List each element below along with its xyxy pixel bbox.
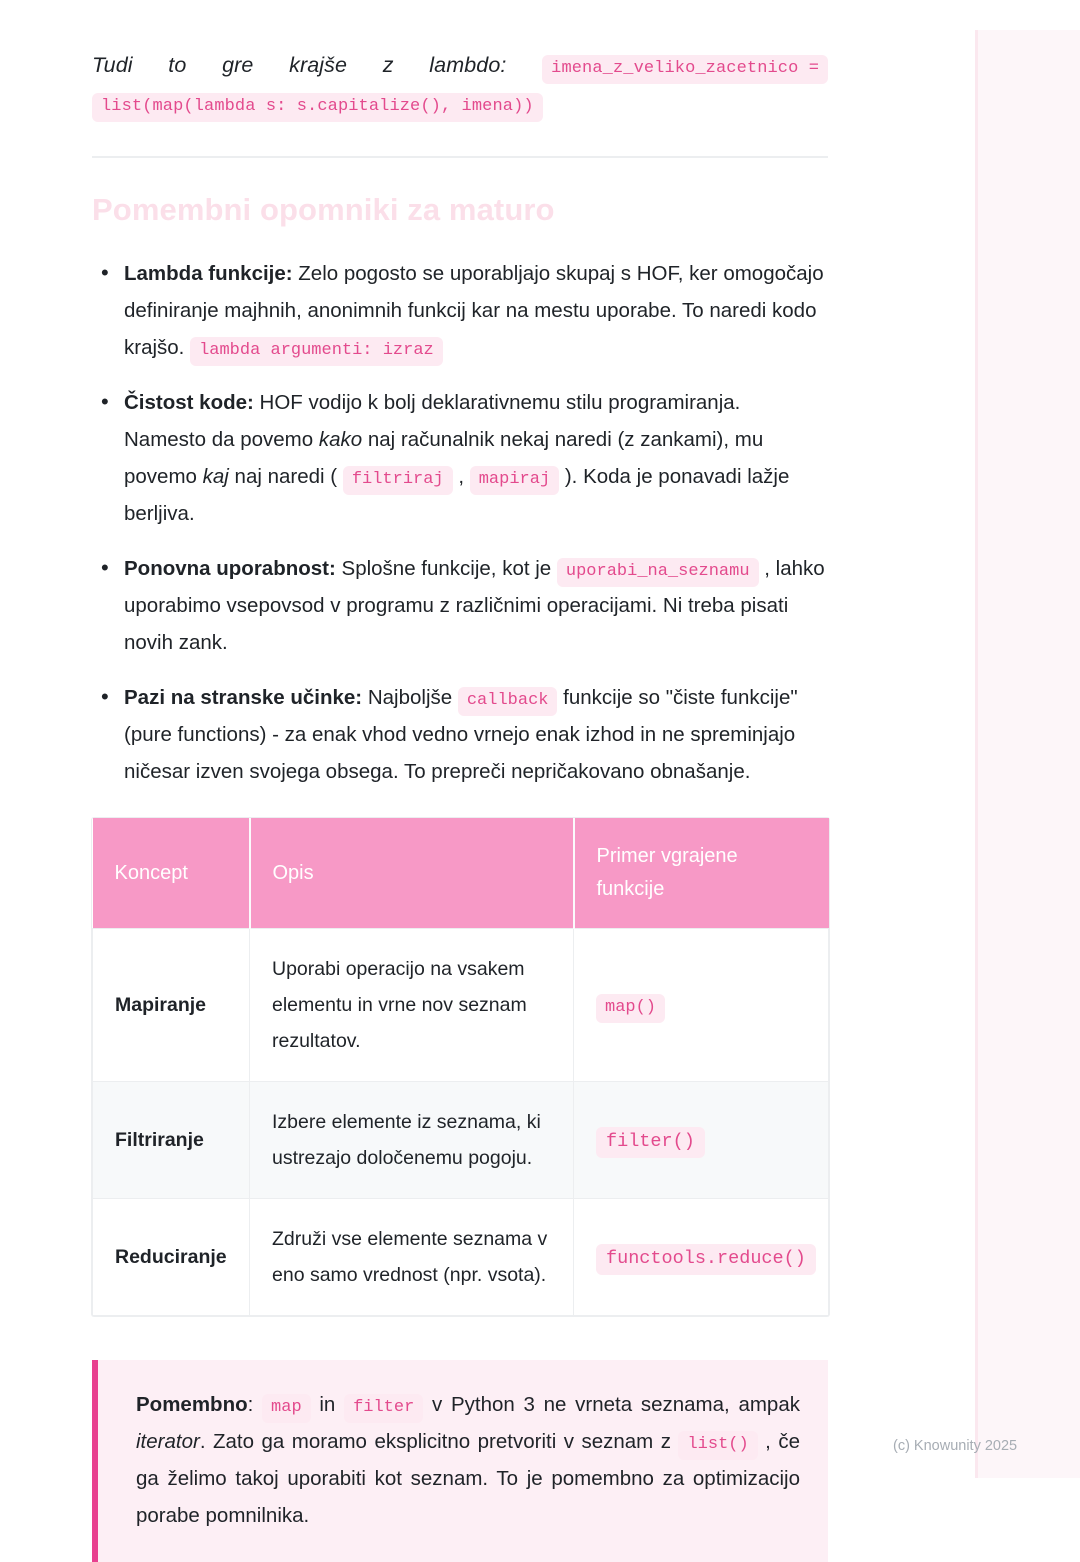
note-text: naj računalnik nekaj naredi (z zankami), mu povemo [124,428,764,488]
table-column-header-primer: Primer vgrajene funkcije [574,818,829,929]
table-row [93,1082,829,1199]
note-content [92,46,828,1562]
table-cell-concept: Filtriranje [93,1082,250,1199]
important-callout [92,1360,828,1562]
note-code-chip: callback [458,687,558,716]
callout-text [136,1386,800,1534]
note-code-chip: uporabi_na_seznamu [557,558,759,587]
page-title: Pomembni opomniki za maturo [92,192,555,227]
note-text: Splošne funkcije, kot je [335,557,557,580]
note-text: Najboljše [362,686,458,709]
note-code-chip: lambda argumenti: izraz [190,337,443,366]
callout-code-chip-map: map [262,1394,311,1423]
note-text: ). Koda je ponavadi lažje berljiva. [124,465,790,525]
note-term: Ponovna uporabnost: [124,557,336,580]
note-text: Zelo pogosto se uporabljajo skupaj s HOF, ker omogočajo definiranje majhnih, anonimnih funkcij kar na mestu uporabe. To naredi kodo krajšo. [124,262,824,359]
table-code-chip: map() [596,994,665,1023]
concepts-table [92,818,829,1316]
callout-emphasis: iterator [136,1430,200,1453]
table-cell-example [574,1199,829,1316]
callout-text-part: , če ga želimo takoj uporabiti kot seznam. To je pomembno za optimizacijo porabe pomnilnika. [136,1430,800,1527]
note-text: , lahko uporabimo vsepovsod v programu z različnimi operacijami. Ni treba pisati novih zank. [124,557,825,654]
note-code-chip: mapiraj [470,466,559,495]
table-cell-concept: Reduciranje [93,1199,250,1316]
note-text: HOF vodijo k bolj deklarativnemu stilu programiranja. Namesto da povemo [124,391,741,451]
right-edge-divider [975,30,978,1478]
section-divider [92,156,828,158]
table-row [93,929,829,1082]
table-cell-example [574,1082,829,1199]
callout-code-chip-filter: filter [344,1394,423,1423]
list-item [92,679,828,790]
intro-lead-text: Tudi to gre krajše z lambdo: [92,53,507,77]
callout-text-part: . Zato ga moramo eksplicitno pretvoriti v seznam z [199,1430,679,1453]
table-cell-example [574,929,829,1082]
table-code-chip: filter() [596,1127,705,1158]
table-cell-concept: Mapiranje [93,929,250,1082]
intro-code-chip-2: list(map(lambda s: s.capitalize(), imena)) [92,93,543,122]
copyright-watermark: (c) Knowunity 2025 [893,1438,1018,1454]
callout-code-chip-list: list() [678,1431,757,1460]
table-column-header-koncept: Koncept [93,818,250,929]
note-emphasis: kaj [202,465,229,488]
note-text: funkcije so "čiste funkcije" (pure functions) - za enak vhod vedno vrnejo enak izhod in ne spreminjajo ničesar izven svojega obsega. To prepreči nepričakovano obnašanje. [124,686,798,783]
note-text: , [452,465,470,488]
callout-label: Pomembno [136,1393,248,1416]
intro-paragraph [92,46,828,122]
callout-colon: : [247,1393,263,1416]
table-code-chip: functools.reduce() [596,1244,816,1275]
note-term: Čistost kode: [124,391,254,414]
right-edge-panel [977,30,1080,1478]
table-row [93,1199,829,1316]
note-text: naj naredi ( [228,465,343,488]
list-item [92,550,828,661]
notes-list [92,255,828,790]
table-cell-description: Združi vse elemente seznama v eno samo vrednost (npr. vsota). [250,1199,574,1316]
table-header-row [93,818,829,929]
table-cell-description: Izbere elemente iz seznama, ki ustrezajo določenemu pogoju. [250,1082,574,1199]
note-term: Pazi na stranske učinke: [124,686,363,709]
callout-text-part: in [310,1393,345,1416]
note-emphasis: kako [318,428,363,451]
table-cell-description: Uporabi operacijo na vsakem elementu in vrne nov seznam rezultatov. [250,929,574,1082]
list-item [92,255,828,366]
note-code-chip: filtriraj [343,466,453,495]
callout-text-part: v Python 3 ne vrneta seznama, ampak [423,1393,800,1416]
intro-code-chip-1: imena_z_veliko_zacetnico = [542,55,828,84]
note-term: Lambda funkcije: [124,262,293,285]
table-column-header-opis: Opis [250,818,574,929]
list-item [92,384,828,532]
